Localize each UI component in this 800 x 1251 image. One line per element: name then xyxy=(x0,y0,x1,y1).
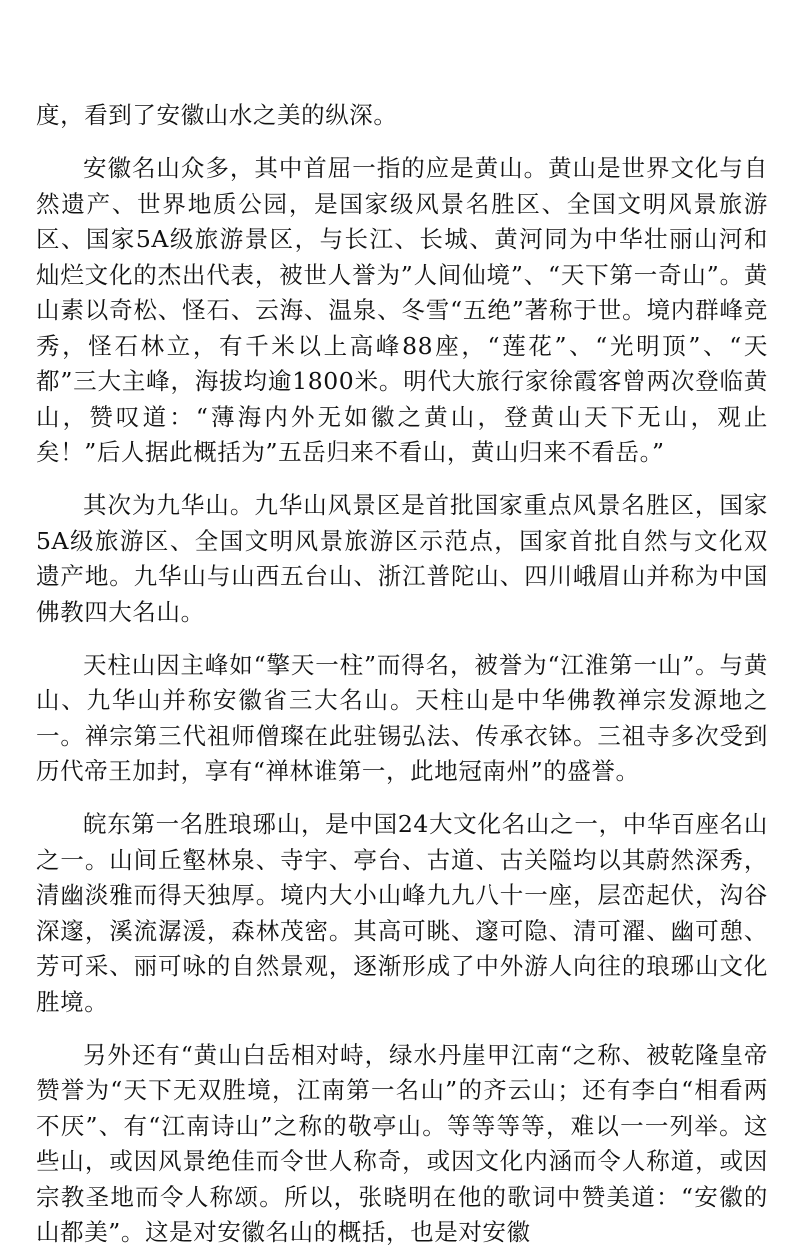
paragraph-langyashan: 皖东第一名胜琅琊山，是中国24大文化名山之一，中华百座名山之一。山间丘壑林泉、寺宇、亭台、古道、古关隘均以其蔚然深秀，清幽淡雅而得天独厚。境内大小山峰九九八十一座，层峦起伏，沟谷深邃，溪流潺湲，森林茂密。其高可眺、邃可隐、清可濯、幽可憩、芳可采、丽可咏的自然景观，逐渐形成了中外游人向往的琅琊山文化胜境。 xyxy=(36,810,768,1016)
paragraph-continuation: 度，看到了安徽山水之美的纵深。 xyxy=(36,101,398,129)
paragraph-jiuhuashan: 其次为九华山。九华山风景区是首批国家重点风景名胜区，国家5A级旅游区、全国文明风景旅游区示范点，国家首批自然与文化双遗产地。九华山与山西五台山、浙江普陀山、四川峨眉山并称为中国佛教四大名山。 xyxy=(36,491,768,626)
paragraph-other-mountains: 另外还有“黄山白岳相对峙，绿水丹崖甲江南“之称、被乾隆皇帝赞誉为“天下无双胜境，江南第一名山”的齐云山；还有李白“相看两不厌”、有“江南诗山”之称的敬亭山。等等等等，难以一一列举。这些山，或因风景绝佳而令世人称奇，或因文化内涵而令人称道，或因宗教圣地而令人称颂。所以，张晓明在他的歌词中赞美道：“安徽的山都美”。这是对安徽名山的概括，也是对安徽 xyxy=(36,1040,768,1246)
paragraph-huangshan: 安徽名山众多，其中首屈一指的应是黄山。黄山是世界文化与自然遗产、世界地质公园，是国家级风景名胜区、全国文明风景旅游区、国家5A级旅游景区，与长江、长城、黄河同为中华壮丽山河和灿烂文化的杰出代表，被世人誉为”人间仙境”、“天下第一奇山”。黄山素以奇松、怪石、云海、温泉、冬雪“五绝”著称于世。境内群峰竞秀，怪石林立，有千米以上高峰88座，“莲花”、“光明顶”、“天都”三大主峰，海拔均逾1800米。明代大旅行家徐霞客曾两次登临黄山，赞叹道：“薄海内外无如徽之黄山，登黄山天下无山，观止矣！”后人据此概括为”五岳归来不看山，黄山归来不看岳。” xyxy=(36,154,768,466)
paragraph-tianzhushan: 天柱山因主峰如“擎天一柱”而得名，被誉为“江淮第一山”。与黄山、九华山并称安徽省三大名山。天柱山是中华佛教禅宗发源地之一。禅宗第三代祖师僧璨在此驻锡弘法、传承衣钵。三祖寺多次受到历代帝王加封，享有“禅林谁第一，此地冠南州”的盛誉。 xyxy=(36,650,768,785)
